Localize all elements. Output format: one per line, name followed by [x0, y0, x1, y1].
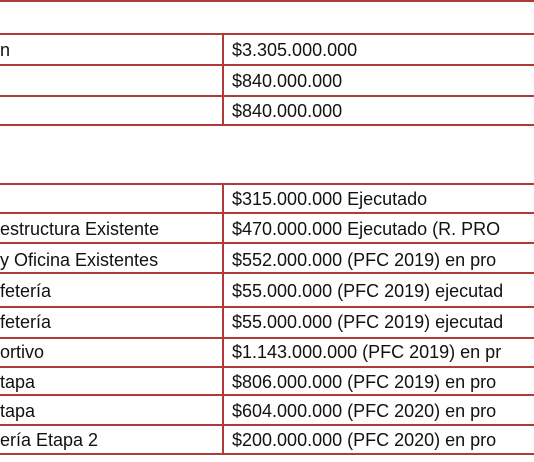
- table2-bottom-border: [0, 453, 534, 455]
- table2-row-label: ería Etapa 2: [0, 430, 99, 450]
- table2-row-divider: [0, 242, 534, 244]
- table2-row-divider: [0, 424, 534, 426]
- table1-column-divider: [222, 34, 224, 125]
- table2-top-border: [0, 183, 534, 185]
- table2-column-divider: [222, 184, 224, 455]
- table2-row-value: $55.000.000 (PFC 2019) ejecutad: [232, 312, 504, 332]
- table1-bottom-border: [0, 124, 534, 126]
- table2-row-divider: [0, 306, 534, 308]
- table1-top-border: [0, 0, 534, 2]
- table2-row-label: tapa: [0, 401, 36, 421]
- table2-row-divider: [0, 212, 534, 214]
- table2-row-divider: [0, 394, 534, 396]
- table2-row-divider: [0, 272, 534, 274]
- table2-row-label: fetería: [0, 281, 52, 301]
- table2-row-value: $200.000.000 (PFC 2020) en pro: [232, 430, 497, 450]
- table1-row-divider: [0, 64, 534, 66]
- table1-row-value: $840.000.000: [232, 71, 343, 91]
- table1-header-border: [0, 33, 534, 35]
- table1-row-label: n: [0, 40, 11, 60]
- table2-row-divider: [0, 366, 534, 368]
- table1-row-divider: [0, 95, 534, 97]
- table2-row-value: $315.000.000 Ejecutado: [232, 189, 428, 209]
- table2-row-value: $470.000.000 Ejecutado (R. PRO: [232, 219, 501, 239]
- table1-row-value: $3.305.000.000: [232, 40, 358, 60]
- table2-row-label: estructura Existente: [0, 219, 160, 239]
- table2-row-label: fetería: [0, 312, 52, 332]
- table2-row-value: $1.143.000.000 (PFC 2019) en pr: [232, 342, 502, 362]
- table2-row-value: $604.000.000 (PFC 2020) en pro: [232, 401, 497, 421]
- table2-row-label: ortivo: [0, 342, 45, 362]
- table2-row-value: $552.000.000 (PFC 2019) en pro: [232, 250, 497, 270]
- table2-row-label: y Oficina Existentes: [0, 250, 159, 270]
- table1-row-value: $840.000.000: [232, 101, 343, 121]
- table2-row-divider: [0, 337, 534, 339]
- table2-row-value: $806.000.000 (PFC 2019) en pro: [232, 372, 497, 392]
- table2-row-value: $55.000.000 (PFC 2019) ejecutad: [232, 281, 504, 301]
- table2-row-label: tapa: [0, 372, 36, 392]
